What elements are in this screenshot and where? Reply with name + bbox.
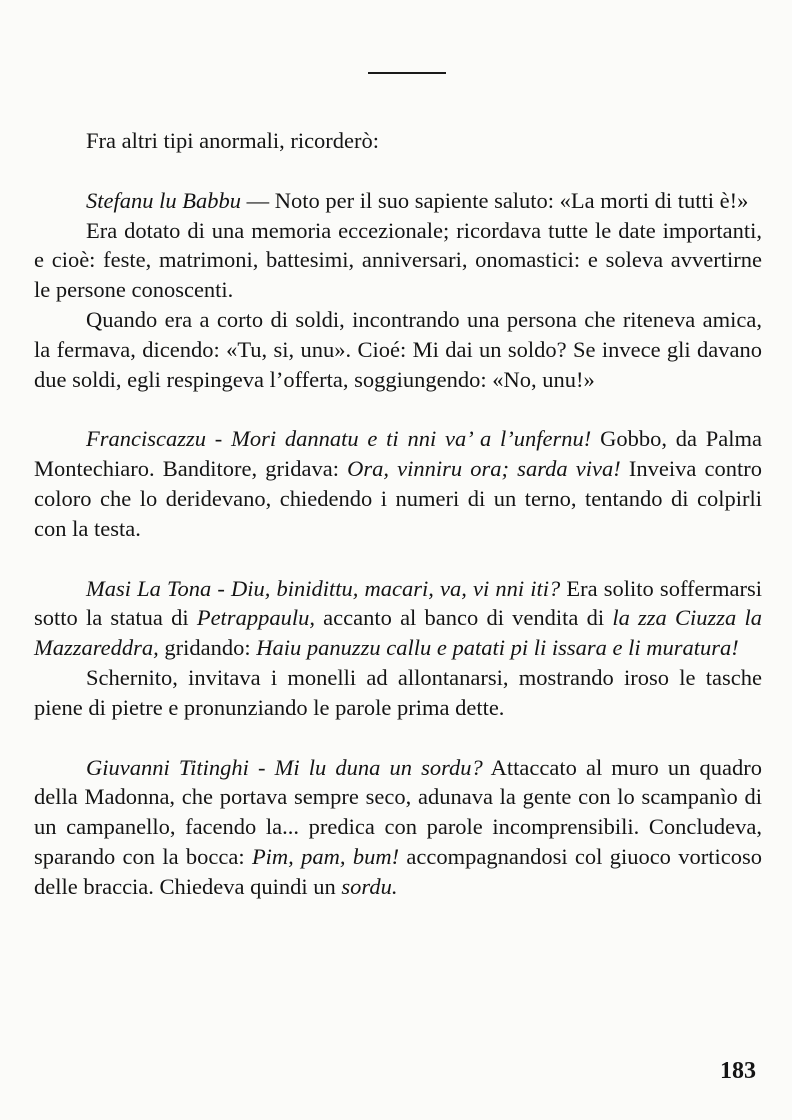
entry-masi-continued: Schernito, invitava i monelli ad allontanarsi, mostrando iroso le tasche piene di pietre e pronunziando le parole prima dette. (34, 664, 762, 720)
entry-masi: Masi La Tona - Diu, binidittu, macari, va, vi nni iti? Era solito soffermarsi sotto la statua di Petrappaulu, accanto al banco di vendita di la zza Ciuzza la Mazzareddra, gridando: Haiu panuzzu callu e patati pi li issara e li muratura! (34, 575, 762, 661)
character-name: Masi La Tona (86, 575, 212, 601)
character-motto: Mori dannatu e ti nni va’ a l’unfernu! (231, 426, 592, 452)
character-cry: Ora, vinniru ora; sarda viva! (347, 456, 621, 482)
character-cry: Haiu panuzzu callu e patati pi li issara e li muratura! (256, 635, 739, 661)
intro-paragraph: Fra altri tipi anormali, ricorderò: (86, 128, 380, 153)
character-cry: Pim, pam, bum! (251, 843, 400, 869)
character-motto: Diu, binidittu, macari, va, vi nni iti? (231, 575, 561, 601)
vendor-name: la zza Ciuzza la Mazzareddra, (34, 605, 762, 661)
top-rule (368, 72, 446, 74)
character-name: Stefanu lu Babbu (86, 187, 241, 213)
closing-word: sordu. (341, 873, 398, 899)
character-motto: Mi lu duna un sordu? (274, 754, 483, 780)
body-text (34, 126, 762, 902)
entry-stefanu: Stefanu lu Babbu — Noto per il suo sapiente saluto: «La morti di tutti è!» (86, 187, 749, 213)
entry-franciscazzu: Franciscazzu - Mori dannatu e ti nni va’ a l’unfernu! Gobbo, da Palma Montechiaro. Banditore, gridava: Ora, vinniru ora; sarda viva! Inveiva contro coloro che lo deridevano, chiedendo i numeri di un terno, tentando di colpirli con la testa. (34, 426, 763, 541)
character-name: Franciscazzu (86, 426, 206, 452)
page-number: 183 (720, 1058, 756, 1084)
entry-stefanu-money: Quando era a corto di soldi, incontrando una persona che riteneva amica, la fermava, dicendo: «Tu, si, unu». Cioé: Mi dai un soldo? Se invece gli davano due soldi, egli respingeva l’offerta, soggiungendo: «No, unu!» (34, 306, 762, 392)
character-name: Giuvanni Titinghi (86, 754, 249, 780)
entry-stefanu-memory: Era dotato di una memoria eccezionale; ricordava tutte le date importanti, e cioè: feste, matrimoni, battesimi, anniversari, onomastici: e soleva avvertirne le persone conoscenti. (34, 217, 762, 303)
entry-giuvanni: Giuvanni Titinghi - Mi lu duna un sordu? Attaccato al muro un quadro della Madonna, che portava sempre seco, adunava la gente con lo scampanìo di un campanello, facendo la... predica con parole incomprensibili. Concludeva, sparando con la bocca: Pim, pam, bum! accompagnandosi col giuoco vorticoso delle braccia. Chiedeva quindi un sordu. (34, 754, 763, 899)
place-name: Petrappaulu, (196, 605, 315, 631)
